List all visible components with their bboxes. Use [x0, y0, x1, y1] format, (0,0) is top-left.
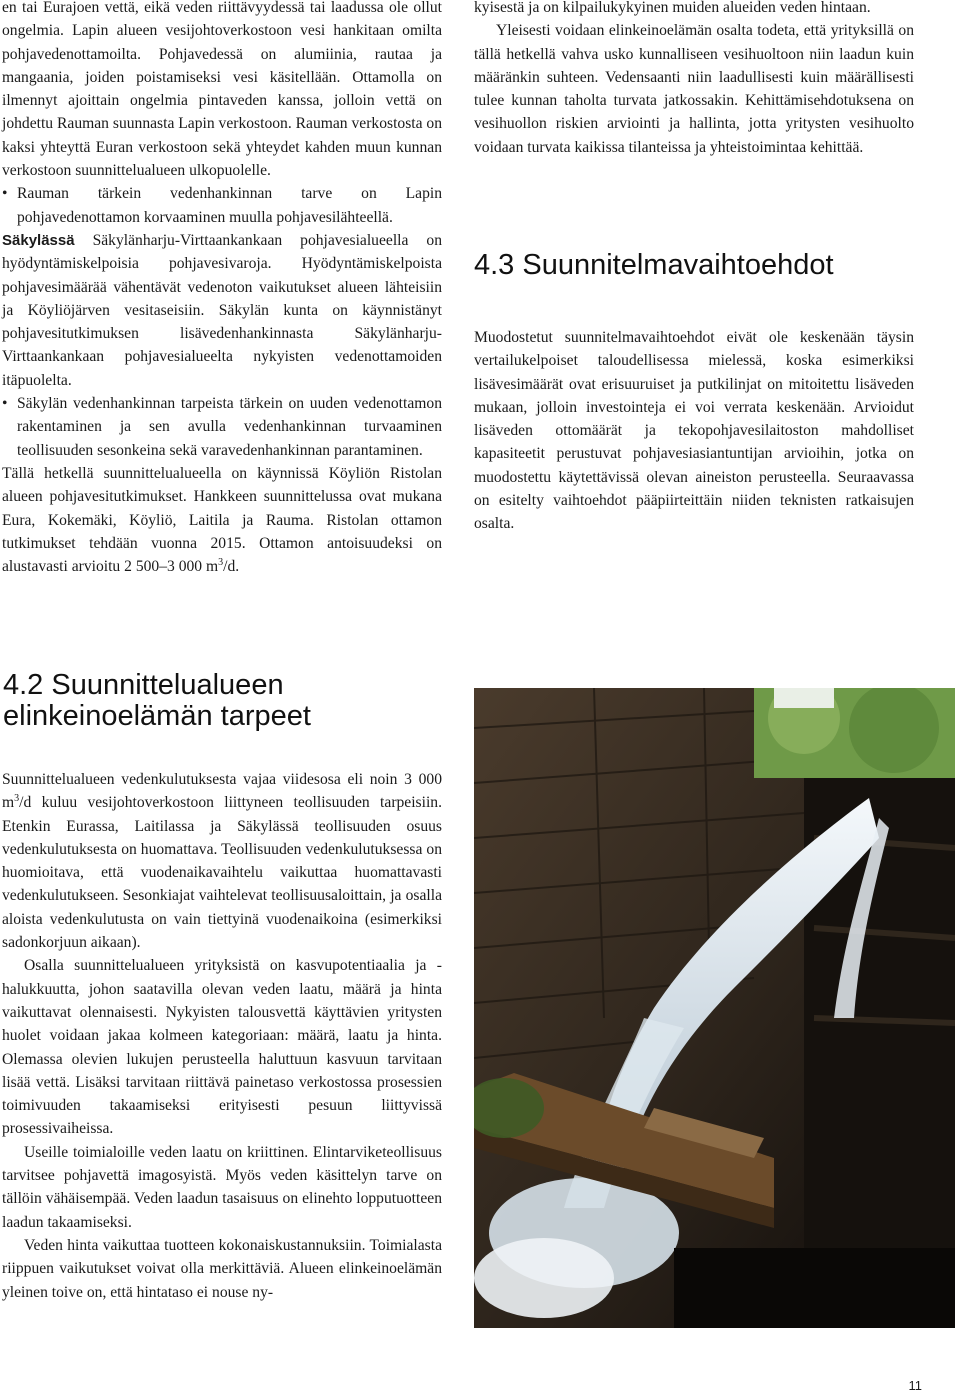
paragraph: Useille toimialoille veden laatu on kriittinen. Elintarviketeollisuus tarvitsee pohjavettä imagosyistä. Myös veden käsittelyn tarve on tällöin vähäisempää. Veden laadun tasaisuus on elinehto lopputuotteen laadun takaamiseksi.	[2, 1143, 442, 1231]
paragraph	[2, 768, 442, 954]
section-heading-4-2	[3, 670, 443, 732]
section-4-3-body	[474, 326, 914, 536]
paragraph: kyisestä ja on kilpailukykyinen muiden alueiden veden hintaan.	[474, 0, 871, 16]
heading-line: elinkeinoelämän tarpeet	[3, 700, 311, 732]
bullet-item	[2, 392, 442, 462]
paragraph	[2, 462, 442, 578]
bullet-icon: •	[2, 185, 8, 203]
bullet-icon: •	[2, 395, 8, 413]
waterwheel-photo	[474, 688, 955, 1328]
paragraph-text: Suunnittelualueen vedenkulutuksesta vajaa viidesosa eli noin 3 000 m	[2, 771, 442, 812]
section-4-2-body	[2, 768, 442, 1304]
photo-illustration	[474, 688, 955, 1328]
bullet-text: Säkylän vedenhankinnan tarpeista tärkein on uuden vedenottamon rakentaminen ja sen avulla vedenhankinnan turvaaminen teollisuuden sesonkeina sekä varavedenhankinnan parantaminen.	[17, 395, 442, 459]
bullet-item	[2, 182, 442, 229]
paragraph-text: Tällä hetkellä suunnittelualueella on käynnissä Köyliön Ristolan alueen pohjavesitutkimukset. Hankkeen suunnittelussa ovat mukana Eura, Kokemäki, Köyliö, Laitila ja Rauma. Ristolan ottamon tutkimukset tehdään vuonna 2015. Ottamon antoisuudeksi on alustavasti arvioitu 2 500–3 000 m	[2, 464, 442, 576]
superscript: 3	[14, 793, 20, 805]
section-heading-4-3: 4.3 Suunnitelmavaihtoehdot	[474, 249, 834, 281]
paragraph-text: /d kuluu vesijohtoverkostoon liittyneen teollisuuden tarpeisiin. Etenkin Eurassa, Laitilassa ja Säkylässä teollisuuden osuus vedenkulutuksesta on huomattava. Teollisuuden vedenkulutuksessa on huomioitava, että vuodenaikavaihtelu vaikuttaa huomattavasti vedenkulutukseen. Sesonkiajat vaihtelevat teollisuusaloittain, ja osalla aloista vedenkulutusta on vain tiettyinä vuodenaikoina (esimerkiksi sadonkorjuun aikaan).	[2, 794, 442, 952]
paragraph: Yleisesti voidaan elinkeinoelämän osalta todeta, että yrityksillä on tällä hetkellä vahva usko kunnalliseen vesihuoltoon niin laadun kuin määränkin suhteen. Vedensaanti niin laadullisesti kuin määrällisesti tulee kunnan taholta turvata jatkossakin. Kehittämisehdotuksena on vesihuollon riskien arviointi ja hallinta, jotta yritysten vesihuolto voidaan turvata kaikissa tilanteissa ja yhteistoimintaa kehittää.	[474, 22, 914, 156]
paragraph: en tai Eurajoen vettä, eikä veden riittävyydessä tai laadussa ole ollut ongelmia. Lapin alueen vesijohtoverkostoon vesi hankitaan omilta pohjavedenottamoilta. Pohjavedessä on alumiinia, rautaa ja mangaania, joiden poistamiseksi vesi käsitellään. Ottamolla on ilmennyt ajoittain ongelmia pintaveden kanssa, jolloin vettä on johdettu Rauman suunnasta Lapin verkostoon. Rauman verkostosta on kaksi yhteyttä Euran verkostoon sekä yhteydet kahden muun kunnan verkostoon suunnittelualueen ulkopuolelle.	[2, 0, 443, 180]
page-number: 11	[908, 1378, 922, 1393]
heading-line: 4.2 Suunnittelualueen	[3, 669, 284, 701]
paragraph: Veden hinta vaikuttaa tuotteen kokonaiskustannuksiin. Toimialasta riippuen vaikutukset voivat olla merkittäviä. Alueen elinkeinoelämän yleinen toive on, että hintataso ei nouse ny-	[2, 1236, 442, 1301]
left-column-top	[2, 0, 442, 578]
bullet-text: Rauman tärkein vedenhankinnan tarve on Lapin pohjavedenottamon korvaaminen muulla pohjavesilähteellä.	[17, 185, 442, 226]
paragraph: Osalla suunnittelualueen yrityksistä on kasvupotentiaalia ja -halukkuutta, johon saatavilla olevan veden laatu, määrä ja hinta vaikuttavat olennaisesti. Nykyisten talousvettä käyttävien yritysten huolet voidaan jakaa kolmeen kategoriaan: määrä, laatu ja hinta. Olemassa olevien lukujen perusteella haluttuun kasvuun tarvitaan lisää vettä. Lisäksi tarvitaan riittävä painetaso verkostossa prosessien toimivuuden takaamiseksi erityisesti pesuun liittyvissä prosessivaiheissa.	[2, 957, 442, 1138]
paragraph-lead: Säkylässä	[2, 231, 75, 249]
right-column-top	[474, 0, 914, 159]
superscript: 3	[218, 556, 224, 568]
paragraph-text: /d.	[223, 558, 240, 576]
paragraph	[2, 229, 442, 392]
paragraph: Muodostetut suunnitelmavaihtoehdot eivät ole keskenään täysin vertailukelpoiset taloudellisessa mielessä, koska esimerkiksi lisävesimäärät ovat erisuuruiset ja putkilinjat on mitoitettu lisäveden mukaan, jolloin investointeja ei voi verrata keskenään. Arvioidut lisäveden ottomäärät ja tekopohjavesilaitoston mahdolliset kapasiteetit perustuvat pohjavesiasiantuntijan arvioihin, jotka on muodostettu käytettävissä olevan aineiston perusteella. Seuraavassa on esitelty vaihtoehdot pääpiirteittäin niiden teknisten ratkaisujen osalta.	[474, 329, 914, 533]
paragraph-text: Säkylänharju-Virttaankankaan pohjavesialueella on hyödyntämiskelpoisia pohjavesivaroja. Hyödyntämiskelpoista pohjavesimäärää vähentävät vedenoton vaikutukset alueen lähteisiin ja Köyliöjärven vesitaseisiin. Säkylän kunta on käynnistänyt pohjavesitutkimuksen lisävedenhankinnasta Säkylänharju-Virttaankankaan pohjavesialueelta nykyisten vedenottamoiden itäpuolelta.	[2, 231, 442, 389]
